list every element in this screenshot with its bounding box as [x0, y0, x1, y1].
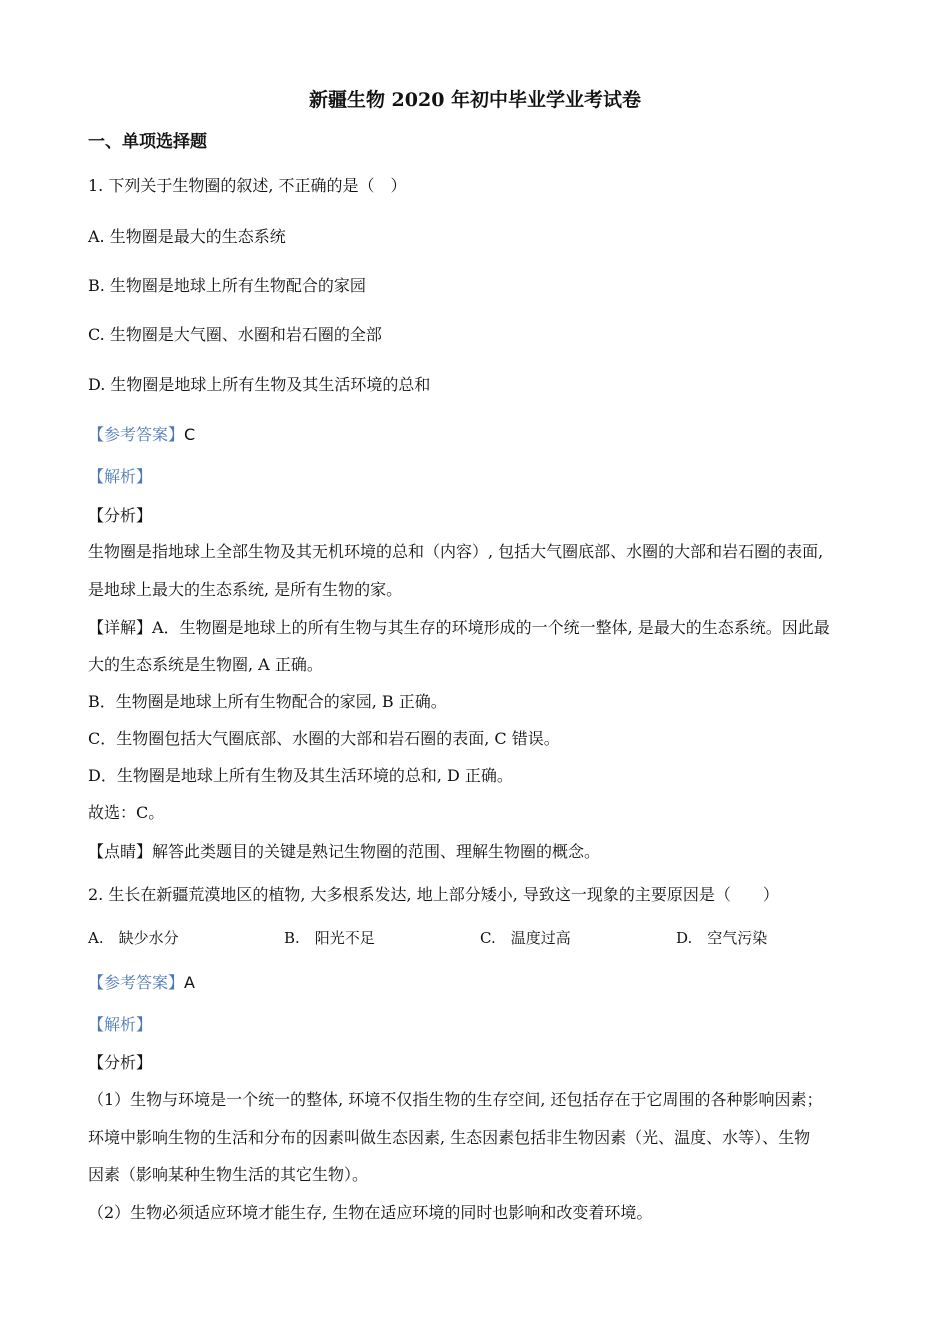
question-2-stem: 2. 生长在新疆荒漠地区的植物, 大多根系发达, 地上部分矮小, 导致这一现象的主要原因是（ ） — [88, 885, 779, 904]
question-1-dianjing — [88, 842, 600, 862]
question-2-option-d: D. 空气污染 — [676, 929, 768, 947]
section-heading: 一、单项选择题 — [88, 132, 207, 152]
question-1-detail-line-4: C．生物圈包括大气圈底部、水圈的大部和岩石圈的表面, C 错误。 — [88, 729, 560, 748]
question-2-fenxi-line-1: （1）生物与环境是一个统一的整体, 环境不仅指生物的生存空间, 还包括存在于它周围的各种影响因素； — [88, 1090, 823, 1109]
question-2-analysis-label: 【解析】 — [88, 1015, 153, 1034]
question-1-detail-line-5: D．生物圈是地球上所有生物及其生活环境的总和, D 正确。 — [88, 766, 513, 785]
question-1-fenxi-line-1: 生物圈是指地球上全部生物及其无机环境的总和（内容）, 包括大气圈底部、水圈的大部和岩石圈的表面, — [88, 542, 824, 561]
question-2-fenxi-line-3: 因素（影响某种生物生活的其它生物）。 — [88, 1165, 369, 1184]
question-1-option-a: A. 生物圈是最大的生态系统 — [88, 227, 286, 246]
question-2-options — [88, 928, 872, 948]
question-1-answer — [88, 425, 195, 445]
answer-label: 【参考答案】 — [88, 973, 185, 992]
question-1-stem: 1. 下列关于生物圈的叙述, 不正确的是（ ） — [88, 176, 407, 195]
question-1-detail-line-2: 大的生态系统是生物圈, A 正确。 — [88, 655, 323, 674]
dianjing-text: 解答此类题目的关键是熟记生物圈的范围、理解生物圈的概念。 — [152, 842, 601, 861]
question-2-option-c: C. 温度过高 — [480, 929, 571, 947]
question-1-option-c: C. 生物圈是大气圈、水圈和岩石圈的全部 — [88, 325, 382, 344]
answer-value: A — [184, 973, 195, 992]
question-1-detail-line-3: B．生物圈是地球上所有生物配合的家园, B 正确。 — [88, 692, 447, 711]
question-1-conclusion: 故选：C。 — [88, 803, 165, 822]
question-2-option-b: B. 阳光不足 — [284, 929, 375, 947]
answer-label: 【参考答案】 — [88, 425, 185, 444]
detail-label: 【详解】 — [88, 618, 153, 637]
question-1-fenxi-label: 【分析】 — [88, 506, 153, 525]
question-2-fenxi-line-2: 环境中影响生物的生活和分布的因素叫做生态因素, 生态因素包括非生物因素（光、温度、水等）、生物 — [88, 1128, 811, 1147]
question-2-option-a: A. 缺少水分 — [88, 929, 179, 947]
detail-text: A．生物圈是地球上的所有生物与其生存的环境形成的一个统一整体, 是最大的生态系统。因此最 — [152, 618, 830, 637]
question-2-answer — [88, 973, 195, 993]
question-1-option-b: B. 生物圈是地球上所有生物配合的家园 — [88, 276, 366, 295]
answer-value: C — [184, 425, 196, 444]
document-title: 新疆生物 2020 年初中毕业学业考试卷 — [308, 89, 642, 111]
question-1-analysis-label: 【解析】 — [88, 467, 153, 486]
question-1-fenxi-line-2: 是地球上最大的生态系统, 是所有生物的家。 — [88, 580, 403, 599]
question-2-fenxi-label: 【分析】 — [88, 1053, 153, 1072]
question-1-detail-line-1 — [88, 618, 830, 638]
question-1-option-d: D. 生物圈是地球上所有生物及其生活环境的总和 — [88, 375, 431, 394]
question-2-fenxi-line-4: （2）生物必须适应环境才能生存, 生物在适应环境的同时也影响和改变着环境。 — [88, 1203, 653, 1222]
dianjing-label: 【点睛】 — [88, 842, 153, 861]
